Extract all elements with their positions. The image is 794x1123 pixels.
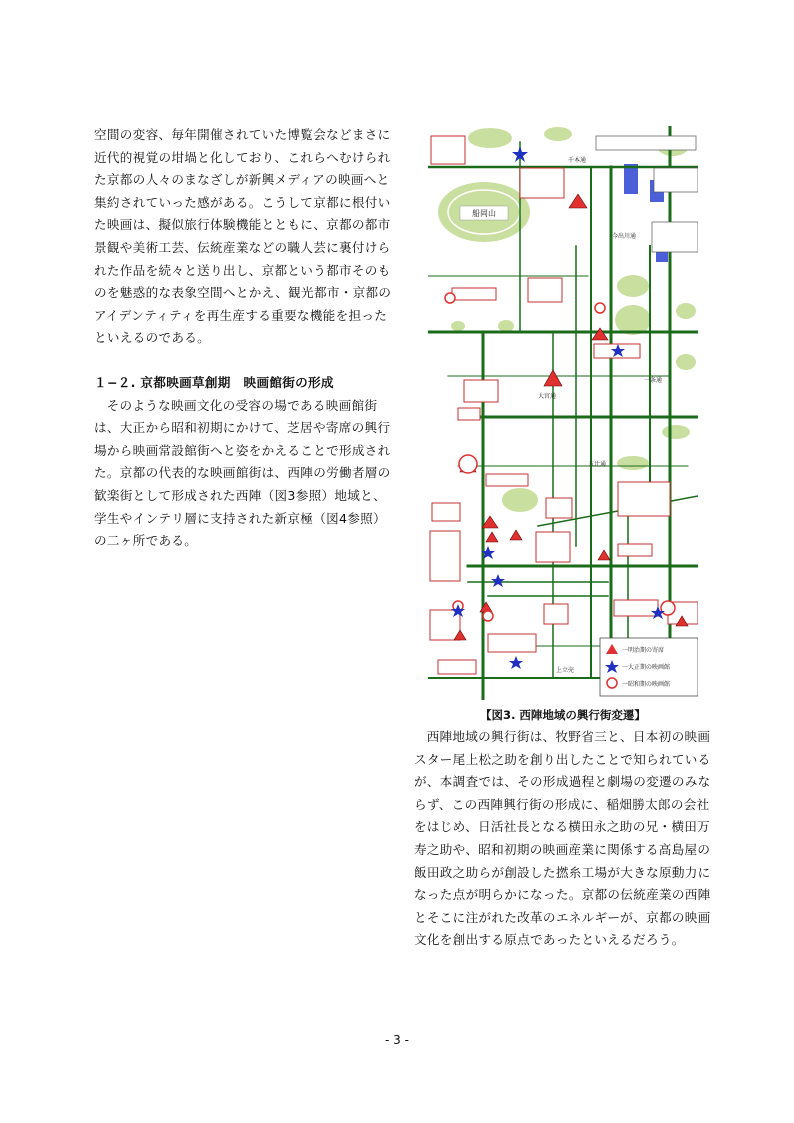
legend-label-2: 一大正期の映画館 (622, 664, 671, 671)
svg-text:今出川通: 今出川通 (612, 233, 637, 240)
mountain-label: 船岡山 (472, 209, 496, 218)
legend-circle-icon (607, 678, 617, 688)
right-column (414, 726, 714, 952)
left-paragraph-2: そのような映画文化の受容の場である映画館街は、大正から昭和初期にかけて、芝居や寄席の興行場から映画常設館街へと姿をかえることで形成された。京都の代表的な映画館街は、西陣の労働者層の歓楽街として形成された西陣（図3参照）地域と、学生やインテリ層に支持された新京極（図4参照）の二ヶ所である。 (94, 397, 391, 549)
svg-text:上立売: 上立売 (556, 667, 575, 674)
svg-text:五辻通: 五辻通 (588, 461, 607, 468)
left-paragraph-1: 空間の変容、毎年開催されていた博覧会などまさに近代的視覚の坩堝と化しており、これらへむけられた京都の人々のまなざしが新興メディアの映画へと集約されていった感がある。こうして京都に根付いた映画は、擬似旅行体験機能とともに、京都の都市景観や美術工芸、伝統産業などの職人芸に裏付けられた作品を続々と送り出し、京都という都市そのものを魅惑的な表象空間へとかえ、観光都市・京都のアイデンティティを再生産する重要な機能を担ったといえるのである。 (94, 127, 392, 346)
map-svg (428, 126, 698, 700)
right-paragraph: 西陣地域の興行街は、牧野省三と、日本初の映画スター尾上松之助を創り出したことで知られているが、本調査では、その形成過程と劇場の変遷のみならず、この西陣興行街の形成に、稲畑勝太郎の会社をはじめ、日活社長となる横田永之助の兄・横田万寿之助や、昭和初期の映画産業に関係する高島屋の飯田政之助らが創設した撚糸工場が大きな原動力になった点が明らかになった。京都の伝統産業の西陣とそこに注がれた改革のエネルギーが、京都の映画文化を創出する原点であったといえるだろう。 (414, 729, 711, 948)
nishijin-map-figure (428, 126, 698, 700)
left-column (94, 124, 392, 553)
figure-caption: 【図3. 西陣地域の興行街変遷】 (480, 708, 646, 722)
page-number: - 3 - (385, 1033, 409, 1047)
svg-text:大宮通: 大宮通 (538, 393, 557, 400)
svg-text:一条通: 一条通 (644, 377, 663, 384)
svg-text:千本通: 千本通 (568, 157, 587, 164)
legend-label-1: 一明治期の寄席 (622, 647, 665, 654)
section-heading: １−２. 京都映画草創期 映画館街の形成 (94, 374, 334, 390)
legend-label-3: 一昭和期の映画館 (622, 681, 671, 688)
